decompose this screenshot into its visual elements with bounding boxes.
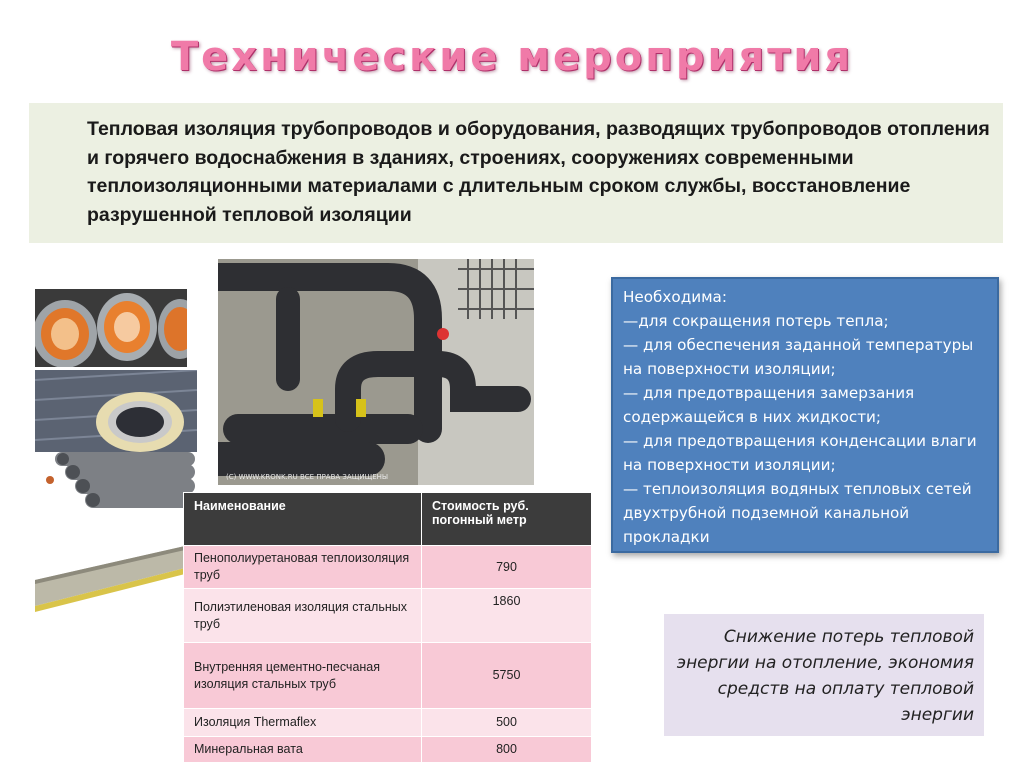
material-name: Пенополиуретановая теплоизоляция труб xyxy=(184,546,422,589)
material-price: 800 xyxy=(422,737,592,763)
intro-box xyxy=(29,103,1003,243)
column-header-name: Наименование xyxy=(184,493,422,546)
necessity-list xyxy=(623,285,993,549)
insulation-price-table xyxy=(183,492,592,763)
material-price: 5750 xyxy=(422,643,592,709)
ppu-pipes-image xyxy=(35,289,187,367)
necessity-heading: Необходима: xyxy=(623,288,727,306)
material-price: 500 xyxy=(422,709,592,737)
conclusion-text: Снижение потерь тепловой энергии на отопление, экономия средств на оплату тепловой энергии xyxy=(676,627,974,725)
foam-pipe-image xyxy=(35,370,197,452)
material-name: Изоляция Thermaflex xyxy=(184,709,422,737)
necessity-item: — теплоизоляция водяных тепловых сетей двухтрубной подземной канальной прокладки xyxy=(623,480,972,546)
necessity-item: — для предотвращения конденсации влаги на поверхности изоляции; xyxy=(623,432,977,474)
necessity-item: — для обеспечения заданной температуры на поверхности изоляции; xyxy=(623,336,974,378)
material-price: 1860 xyxy=(422,589,592,643)
intro-text: Тепловая изоляция трубопроводов и оборудования, разводящих трубопроводов отопления и горячего водоснабжения в зданиях, строениях, сооружениях современными теплоизоляционными материалами с длительным сроком службы, восстановление разрушенной тепловой изоляции xyxy=(87,118,990,226)
insulated-pipes-photo xyxy=(218,259,534,485)
table-row xyxy=(184,546,592,589)
table-row xyxy=(184,589,592,643)
table-row xyxy=(184,709,592,737)
column-header-price: Стоимость руб. погонный метр xyxy=(422,493,592,546)
necessity-item: — для предотвращения замерзания содержащейся в них жидкости; xyxy=(623,384,915,426)
foam-tubes-image xyxy=(35,452,195,512)
necessity-item: —для сокращения потерь тепла; xyxy=(623,312,889,330)
material-price: 790 xyxy=(422,546,592,589)
table-row xyxy=(184,643,592,709)
material-name: Минеральная вата xyxy=(184,737,422,763)
photo-watermark: (C) WWW.KRONK.RU ВСЕ ПРАВА ЗАЩИЩЕНЫ xyxy=(226,473,389,481)
slide-title: Технические мероприятия xyxy=(170,34,854,80)
material-name: Внутренняя цементно-песчаная изоляция стальных труб xyxy=(184,643,422,709)
material-name: Полиэтиленовая изоляция стальных труб xyxy=(184,589,422,643)
conclusion-box xyxy=(664,614,984,736)
mineral-wool-image xyxy=(35,540,185,620)
table-row xyxy=(184,737,592,763)
necessity-box xyxy=(611,277,999,553)
